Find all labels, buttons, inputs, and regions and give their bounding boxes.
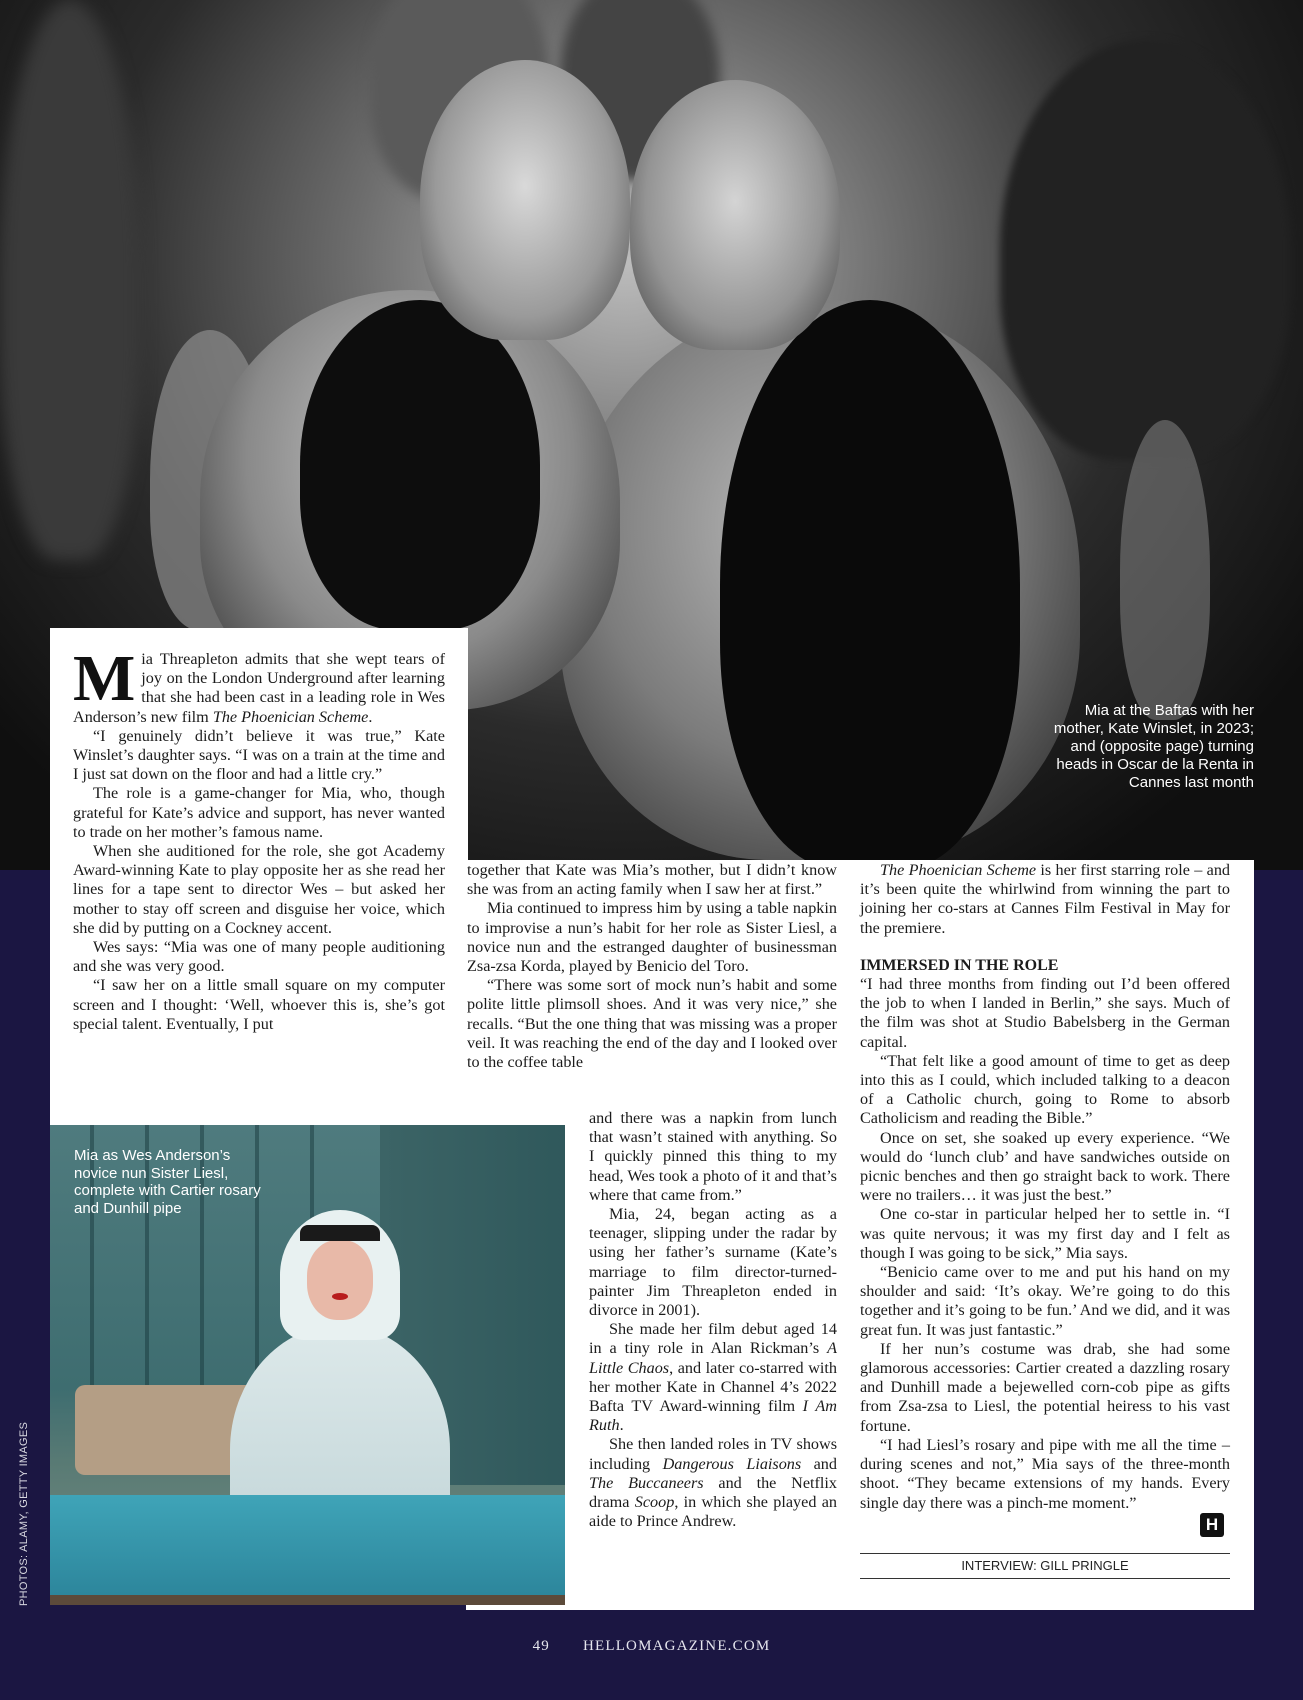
background-figure — [0, 0, 140, 560]
film-title: The Phoenician Scheme — [212, 707, 369, 726]
nun-lips — [332, 1293, 348, 1300]
still-caption: Mia as Wes Anderson’s novice nun Sister Liesl, complete with Cartier rosary and Dunhill pipe — [74, 1147, 261, 1217]
article-column-1 — [73, 642, 445, 1034]
paragraph — [589, 1435, 837, 1531]
article-column-2 — [467, 861, 837, 1072]
text: ia Threapleton admits that she wept tears of joy on the London Underground after learning that she had been cast in a leading role in Wes Anderson’s new film — [73, 650, 445, 726]
blueprint-table — [50, 1495, 565, 1605]
photo-credit: PHOTOS: ALAMY, GETTY IMAGES — [18, 1421, 30, 1606]
text: , and later co-starred with her mother Kate in Channel 4’s 2022 Bafta TV Award-winning film — [589, 1358, 837, 1416]
paragraph: Once on set, she soaked up every experience. “We would do ‘lunch club’ and have sandwiches outside on picnic benches and then go straight back to work. There were no trailers… it was just the best.” — [860, 1128, 1230, 1205]
page-number: 49 — [532, 1638, 550, 1654]
folio — [0, 1638, 1303, 1655]
film-title: A Little Chaos — [589, 1339, 837, 1377]
show-title: Dangerous Liaisons — [662, 1454, 802, 1473]
show-title: Scoop — [634, 1493, 675, 1512]
paragraph: and there was a napkin from lunch that wasn’t stained with anything. So I quickly pinned this thing to my head, Wes took a photo of it and that’s where that came from.” — [589, 1109, 837, 1204]
show-title: The Buccaneers — [589, 1473, 704, 1492]
nun-face — [307, 1240, 373, 1320]
paragraph: When she auditioned for the role, she got Academy Award-winning Kate to play opposite her as she read her lines for a tape sent to director Wes – but asked her mother to stay off screen and disguise her voice, which she did by putting on a Cockney accent. — [73, 842, 445, 937]
paragraph: “Benicio came over to me and put his hand on my shoulder and said: ‘It’s okay. We’re going to do this together and it’s going to be fun.’ And we did, and it was great fun. It was just fantastic.” — [860, 1263, 1230, 1339]
paragraph: “I had Liesl’s rosary and pipe with me all the time – during scenes and not,” Mia says of the three-month shoot. “They became extensions of my hands. Every single day there was a pinch-me moment.” — [860, 1435, 1230, 1512]
hero-caption: Mia at the Baftas with her mother, Kate Winslet, in 2023; and (opposite page) turning heads in Oscar de la Renta in Cannes last month — [1053, 702, 1254, 791]
paragraph: “There was some sort of mock nun’s habit and some polite little plimsoll shoes. And it was very nice,” she recalls. “But the one thing that was missing was a proper veil. It was reaching the end of the day and I looked over to the coffee table — [467, 976, 837, 1072]
divider — [860, 1578, 1230, 1579]
paragraph: “I saw her on a little small square on my computer screen and I thought: ‘Well, whoever this is, she’s got special talent. Eventually, I put — [73, 976, 445, 1033]
text: and the Netflix drama — [589, 1473, 837, 1512]
article-column-3 — [860, 861, 1230, 1513]
paragraph: “That felt like a good amount of time to get as deep into this as I could, which included talking to a deacon of a Catholic church, going to Rome to absorb Catholicism and reading the Bible.” — [860, 1051, 1230, 1128]
paragraph: If her nun’s costume was drab, she had some glamorous accessories: Cartier created a dazzling rosary and Dunhill made a bejewelled corn-cob pipe as gifts from Zsa-zsa to Liesl, the potential heiress to his vast fortune. — [860, 1339, 1230, 1435]
subheading: IMMERSED IN THE ROLE — [860, 956, 1059, 974]
film-title: I Am Ruth — [589, 1397, 837, 1435]
paragraph: Mia, 24, began acting as a teenager, slipping under the radar by using her father’s surname (Kate’s marriage to film director-turned-painter Jim Threapleton ended in divorce in 2001). — [589, 1205, 837, 1320]
text: . — [368, 707, 373, 726]
mia-dress — [300, 300, 540, 630]
mia-head — [420, 60, 630, 340]
article-column-2-lower — [589, 1109, 837, 1531]
kate-dress — [720, 300, 1020, 870]
paragraph: The role is a game-changer for Mia, who, though grateful for Kate’s advice and support, has never wanted to trade on her mother’s famous name. — [73, 784, 445, 841]
text: is her first starring role – and it’s been quite the whirlwind from winning the part to joining her co-stars at Cannes Film Festival in May for the premiere. — [860, 861, 1231, 937]
paragraph: One co-star in particular helped her to settle in. “I was quite nervous; it was my first day and I felt as though I was going to be sick,” Mia says. — [860, 1205, 1230, 1262]
drop-cap: M — [73, 642, 136, 715]
nun-band — [300, 1225, 380, 1241]
paragraph — [73, 642, 445, 727]
paragraph — [589, 1320, 837, 1435]
background-figure — [1000, 40, 1290, 460]
text: . — [619, 1416, 624, 1435]
end-mark-icon: H — [1200, 1513, 1224, 1537]
interview-credit: INTERVIEW: GILL PRINGLE — [961, 1558, 1129, 1573]
paragraph: “I genuinely didn’t believe it was true,” Kate Winslet’s daughter says. “I was on a train at the time and I just sat down on the floor and had a little cry.” — [73, 726, 445, 784]
paragraph — [860, 861, 1230, 938]
paragraph: Wes says: “Mia was one of many people auditioning and she was very good. — [73, 938, 445, 976]
text: , in which she played an aide to Prince Andrew. — [589, 1493, 837, 1531]
paragraph: “I had three months from finding out I’d been offered the job to when I landed in Berlin,” she says. Much of the film was shot at Studio Babelsberg in the German capital. — [860, 975, 1230, 1051]
text: She made her film debut aged 14 in a tiny role in Alan Rickman’s — [589, 1320, 837, 1358]
text: and — [801, 1454, 837, 1473]
paragraph: Mia continued to impress him by using a table napkin to improvise a nun’s habit for her role as Sister Liesl, a novice nun and the estranged daughter of businessman Zsa-zsa Korda, played by Benicio del Toro. — [467, 899, 837, 976]
film-title: The Phoenician Scheme — [880, 861, 1037, 879]
paragraph: together that Kate was Mia’s mother, but I didn’t know she was from an acting family when I saw her at first.” — [467, 861, 837, 899]
site-url: HELLOMAGAZINE.COM — [582, 1638, 771, 1654]
theatre-seat — [1120, 420, 1210, 720]
text: She then landed roles in TV shows including — [589, 1435, 837, 1473]
divider — [860, 1553, 1230, 1554]
table-edge — [50, 1595, 565, 1605]
kate-head — [630, 80, 840, 350]
